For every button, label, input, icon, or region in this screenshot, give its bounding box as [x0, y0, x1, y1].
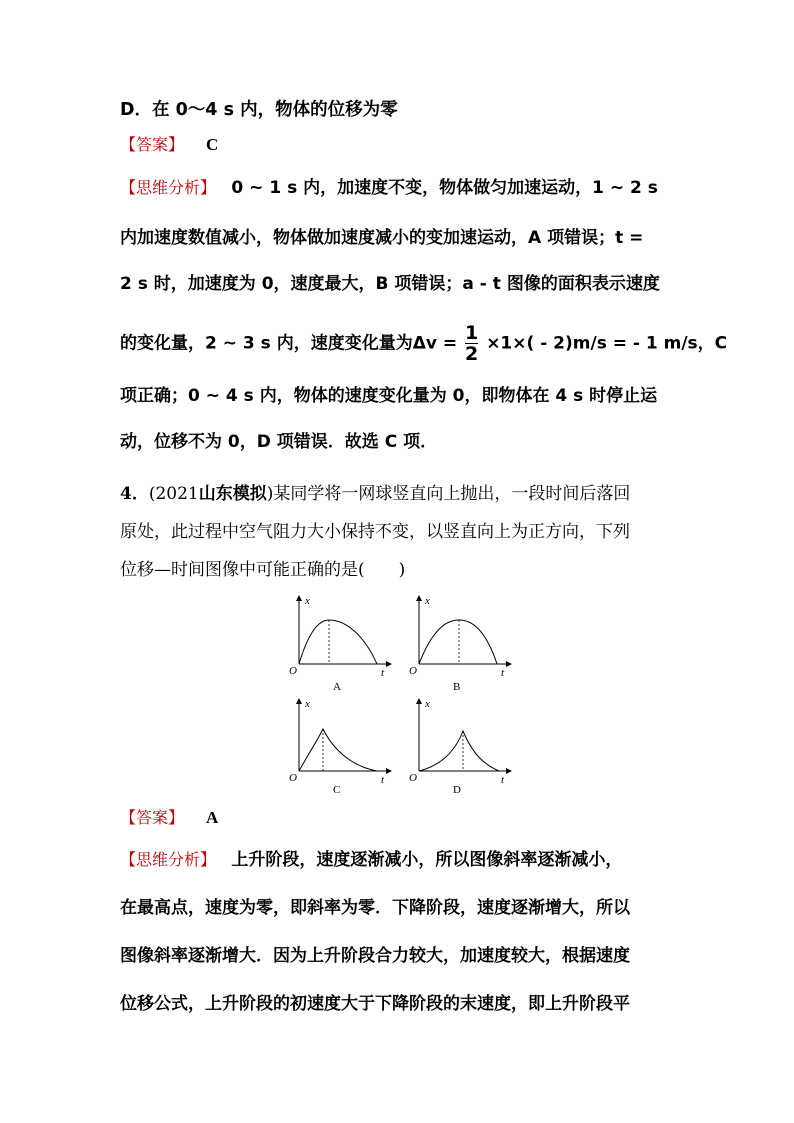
- curve: [419, 731, 499, 771]
- answer-value: A: [206, 808, 219, 827]
- axis-x-label: x: [305, 698, 310, 710]
- answer-tag: 【答案】: [120, 808, 185, 827]
- graph-a: [285, 592, 395, 692]
- axis-t-label: t: [501, 774, 505, 786]
- fraction: [465, 324, 478, 363]
- axis-t-label: t: [381, 667, 385, 679]
- q4-analysis-line-2: 在最高点，速度为零，即斜率为零．下降阶段，速度逐渐增大，所以: [120, 898, 630, 918]
- source-suffix: ): [266, 484, 274, 504]
- q4-line-1: [120, 482, 630, 506]
- question-text: 某同学将一网球竖直向上抛出，一段时间后落回: [273, 484, 631, 504]
- origin-label: O: [409, 772, 417, 784]
- graph-caption: A: [333, 681, 341, 692]
- curve: [299, 729, 377, 771]
- graph-c: [285, 695, 395, 795]
- axis-x-label: x: [425, 595, 430, 607]
- curve: [419, 620, 497, 664]
- axis-x-label: x: [305, 595, 310, 607]
- q4-line-3: 位移—时间图像中可能正确的是( ): [120, 560, 406, 580]
- q3-analysis-line-5: 项正确；0 ~ 4 s 内，物体的速度变化量为 0，即物体在 4 s 时停止运: [120, 386, 658, 406]
- q3-analysis-line-6: 动，位移不为 0，D 项错误．故选 C 项．: [120, 432, 438, 452]
- graph-caption: D: [453, 784, 461, 795]
- graph-b: [405, 592, 515, 692]
- q3-answer-row: [120, 133, 218, 157]
- q4-analysis-line-1: [120, 848, 622, 872]
- axis-x-label: x: [425, 698, 430, 710]
- graph-caption: C: [333, 784, 341, 795]
- analysis-tag: 【思维分析】: [120, 178, 217, 197]
- question-number: 4．: [120, 484, 149, 504]
- option-d: D．在 0～4 s 内，物体的位移为零: [120, 100, 398, 120]
- answer-tag: 【答案】: [120, 135, 185, 154]
- fraction-denominator: 2: [465, 343, 479, 365]
- analysis-text: 的变化量，2 ~ 3 s 内，速度变化量为Δv =: [120, 333, 458, 354]
- source-prefix: (2021: [148, 484, 199, 504]
- analysis-tag: 【思维分析】: [120, 850, 217, 869]
- analysis-text: 上升阶段，速度逐渐减小，所以图像斜率逐渐减小，: [231, 850, 623, 870]
- origin-label: O: [289, 772, 297, 784]
- fraction-numerator: 1: [465, 322, 479, 344]
- analysis-text: 0 ~ 1 s 内，加速度不变，物体做匀加速运动，1 ~ 2 s: [231, 178, 658, 198]
- q4-answer-row: [120, 806, 218, 830]
- origin-label: O: [409, 665, 417, 677]
- q4-analysis-line-4: 位移公式，上升阶段的初速度大于下降阶段的末速度，即上升阶段平: [120, 994, 630, 1014]
- analysis-text: ×1×( - 2)m/s = - 1 m/s，C: [486, 333, 728, 354]
- axis-t-label: t: [501, 667, 505, 679]
- q4-analysis-line-3: 图像斜率逐渐增大．因为上升阶段合力较大，加速度较大，根据速度: [120, 946, 630, 966]
- graph-caption: B: [453, 681, 461, 692]
- graph-d: [405, 695, 515, 795]
- q3-analysis-line-1: [120, 176, 658, 200]
- q3-analysis-line-4: [120, 324, 727, 363]
- axis-t-label: t: [381, 774, 385, 786]
- source-bold: 山东模拟: [198, 484, 267, 504]
- q3-analysis-line-3: 2 s 时，加速度为 0，速度最大，B 项错误；a - t 图像的面积表示速度: [120, 274, 660, 294]
- curve: [299, 620, 377, 664]
- q4-line-2: 原处，此过程中空气阻力大小保持不变，以竖直向上为正方向，下列: [120, 522, 630, 542]
- q3-analysis-line-2: 内加速度数值减小，物体做加速度减小的变加速运动，A 项错误；t =: [120, 228, 644, 248]
- answer-value: C: [206, 135, 219, 154]
- origin-label: O: [289, 665, 297, 677]
